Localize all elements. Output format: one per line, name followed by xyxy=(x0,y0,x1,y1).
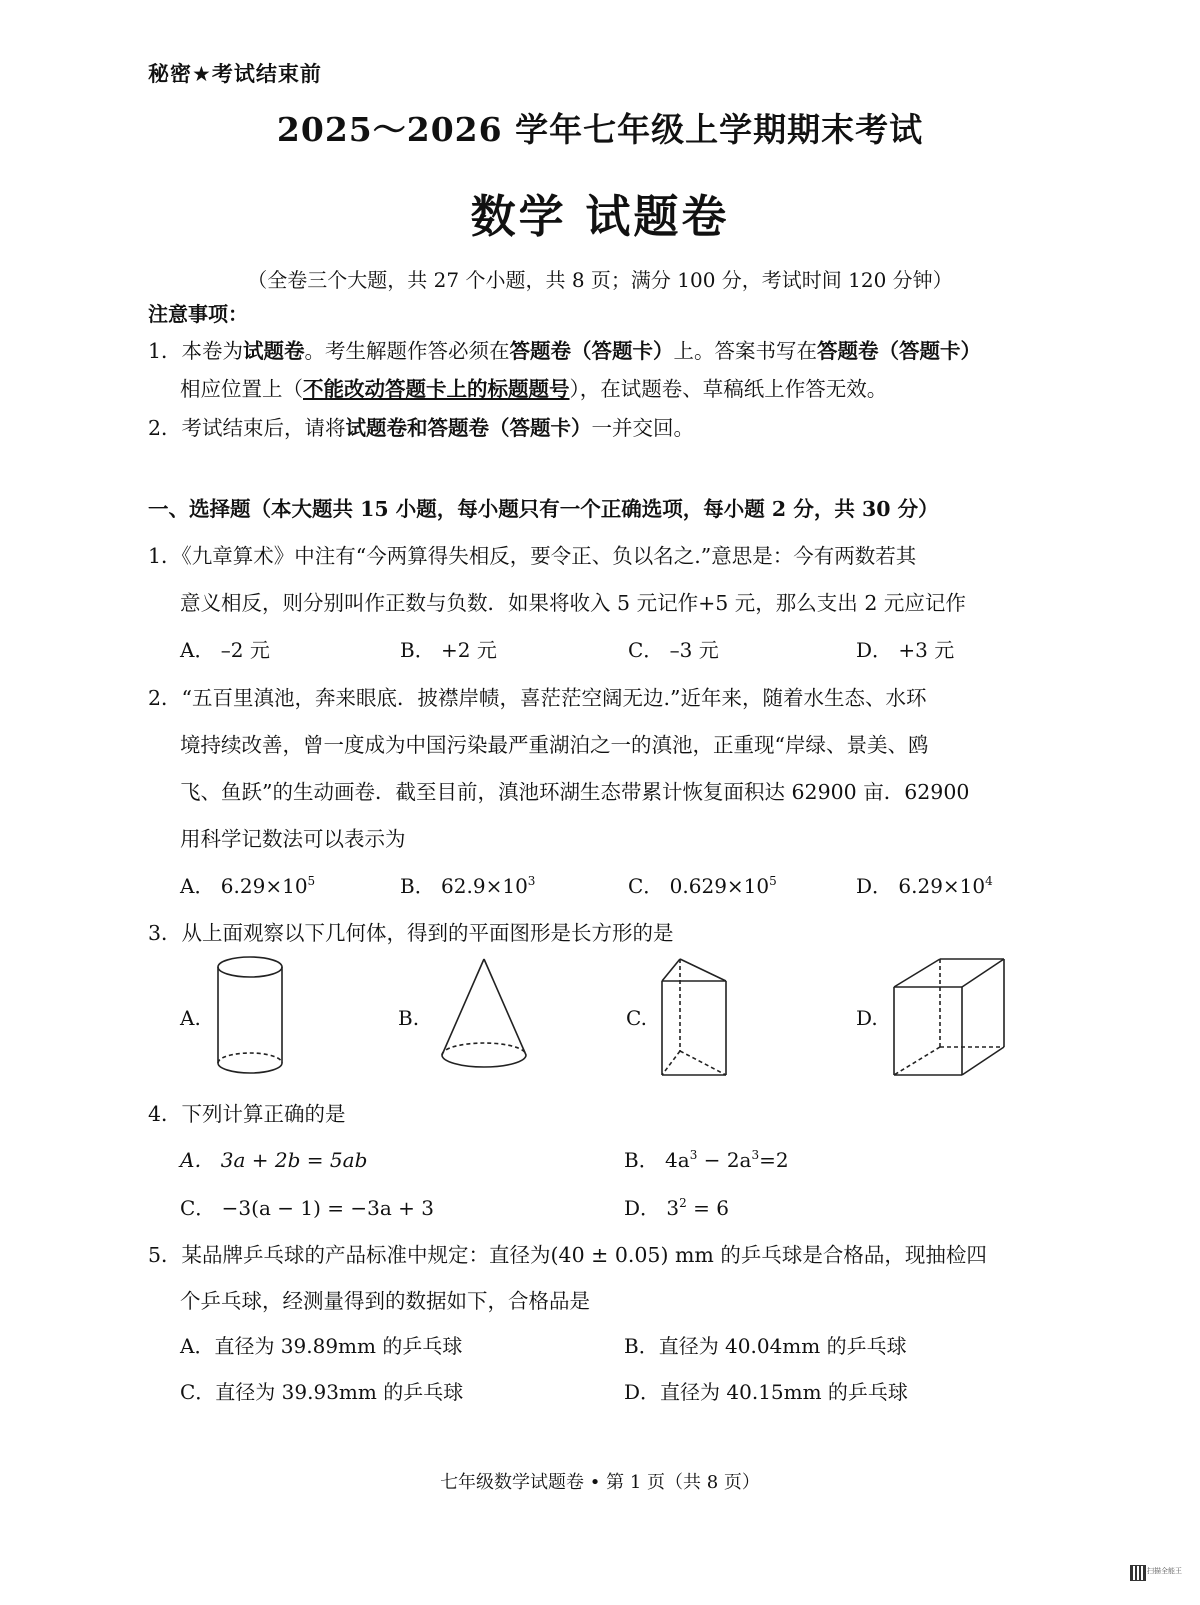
q3-option-d-label: D. xyxy=(856,1006,878,1030)
qr-code-icon xyxy=(1130,1565,1146,1581)
triangular-prism-figure xyxy=(658,955,732,1080)
q4-b-part: =2 xyxy=(759,1148,789,1172)
q2-c-base: C． 0.629×10 xyxy=(628,874,770,898)
q2-d-exp: 4 xyxy=(985,874,993,888)
q2-option-b xyxy=(400,870,535,899)
note-2 xyxy=(148,411,694,441)
note-bold: 答题卷（答题卡） xyxy=(509,339,674,363)
q3-option-b-label: B. xyxy=(398,1006,420,1030)
q4-d-part: = 6 xyxy=(686,1196,729,1220)
cylinder-figure xyxy=(214,955,288,1080)
q2-b-base: B． 62.9×10 xyxy=(400,874,528,898)
q4-line-1: 4．下列计算正确的是 xyxy=(148,1102,346,1126)
q4-b-exp-2: 3 xyxy=(751,1148,760,1162)
notes-heading: 注意事项： xyxy=(148,302,248,326)
q5-option-d: D．直径为 40.15mm 的乒乓球 xyxy=(624,1380,908,1404)
q4-option-a: A． 3a + 2b = 5ab xyxy=(180,1148,368,1172)
q2-line-3: 飞、鱼跃”的生动画卷．截至目前，滇池环湖生态带累计恢复面积达 62900 亩．62900 xyxy=(180,780,970,804)
q4-option-b xyxy=(624,1144,789,1173)
q1-option-d: D． +3 元 xyxy=(856,638,955,662)
q4-option-d xyxy=(624,1192,729,1221)
q4-d-exp: 2 xyxy=(679,1196,687,1210)
exam-title: 2025～2026 学年七年级上学期期末考试 xyxy=(276,110,924,149)
q2-a-base: A． 6.29×10 xyxy=(180,874,308,898)
q3-option-c-label: C. xyxy=(626,1006,647,1030)
q4-d-part: D． 3 xyxy=(624,1196,680,1220)
q2-d-base: D． 6.29×10 xyxy=(856,874,986,898)
note-underlined: 不能改动答题卡上的标题题号 xyxy=(303,377,570,401)
subject-title: 数学 试题卷 xyxy=(470,190,730,243)
q3-line-1: 3．从上面观察以下几何体，得到的平面图形是长方形的是 xyxy=(148,921,674,945)
q2-option-c xyxy=(628,870,777,899)
q5-line-2: 个乒乓球，经测量得到的数据如下，合格品是 xyxy=(180,1289,590,1313)
rectangular-prism-figure xyxy=(890,955,1010,1080)
note-text: 一并交回。 xyxy=(591,416,695,440)
q4-b-exp-1: 3 xyxy=(689,1148,698,1162)
section-1-heading: 一、选择题（本大题共 15 小题，每小题只有一个正确选项，每小题 2 分，共 30 分） xyxy=(148,497,939,521)
q2-line-1: 2．“五百里滇池，奔来眼底．披襟岸帻，喜茫茫空阔无边.”近年来，随着水生态、水环 xyxy=(148,686,927,710)
q1-line-2: 意义相反，则分别叫作正数与负数．如果将收入 5 元记作+5 元，那么支出 2 元应记作 xyxy=(180,591,966,615)
note-text: 上。答案书写在 xyxy=(673,339,818,363)
q2-line-4: 用科学记数法可以表示为 xyxy=(180,827,406,851)
note-1-line-1 xyxy=(148,334,981,364)
q2-option-d xyxy=(856,870,993,899)
note-text: ），在试题卷、草稿纸上作答无效。 xyxy=(569,377,888,401)
note-text: 。考生解题作答必须在 xyxy=(304,339,510,363)
note-bold: 答题卷（答题卡） xyxy=(817,339,982,363)
exam-info: （全卷三个大题，共 27 个小题，共 8 页；满分 100 分，考试时间 120 分钟） xyxy=(247,268,953,292)
q5-option-c: C．直径为 39.93mm 的乒乓球 xyxy=(180,1380,464,1404)
q4-b-part: − 2a xyxy=(697,1148,752,1172)
q1-option-a: A． –2 元 xyxy=(180,638,270,662)
note-text: 1．本卷为 xyxy=(148,339,244,363)
q5-option-b: B．直径为 40.04mm 的乒乓球 xyxy=(624,1334,907,1358)
q3-option-a-label: A. xyxy=(180,1006,201,1030)
q2-b-exp: 3 xyxy=(527,874,536,888)
q5-option-a: A．直径为 39.89mm 的乒乓球 xyxy=(180,1334,463,1358)
note-text: 2．考试结束后，请将 xyxy=(148,416,346,440)
q1-option-b: B． +2 元 xyxy=(400,638,497,662)
q4-b-part: B． 4a xyxy=(624,1148,690,1172)
note-1-line-2 xyxy=(180,372,887,402)
cone-figure xyxy=(436,955,532,1080)
q4-option-c: C． −3(a − 1) = −3a + 3 xyxy=(180,1196,434,1220)
confidential-label: 秘密★考试结束前 xyxy=(148,62,322,86)
scanner-watermark: 扫描全能王 xyxy=(1147,1567,1182,1575)
q2-line-2: 境持续改善，曾一度成为中国污染最严重湖泊之一的滇池，正重现“岸绿、景美、鸥 xyxy=(180,733,929,757)
q2-a-exp: 5 xyxy=(307,874,316,888)
note-bold: 试题卷和答题卷（答题卡） xyxy=(345,416,592,440)
q2-option-a xyxy=(180,870,315,899)
q2-c-exp: 5 xyxy=(769,874,777,888)
q1-line-1: 1．《九章算术》中注有“今两算得失相反，要令正、负以名之.”意思是：今有两数若其 xyxy=(148,544,917,568)
note-text: 相应位置上（ xyxy=(180,377,303,401)
note-bold: 试题卷 xyxy=(243,339,305,363)
page-footer: 七年级数学试题卷 • 第 1 页（共 8 页） xyxy=(440,1472,760,1493)
q1-option-c: C． –3 元 xyxy=(628,638,719,662)
q5-line-1: 5．某品牌乒乓球的产品标准中规定：直径为(40 ± 0.05) mm 的乒乓球是合格品，现抽检四 xyxy=(148,1243,987,1267)
